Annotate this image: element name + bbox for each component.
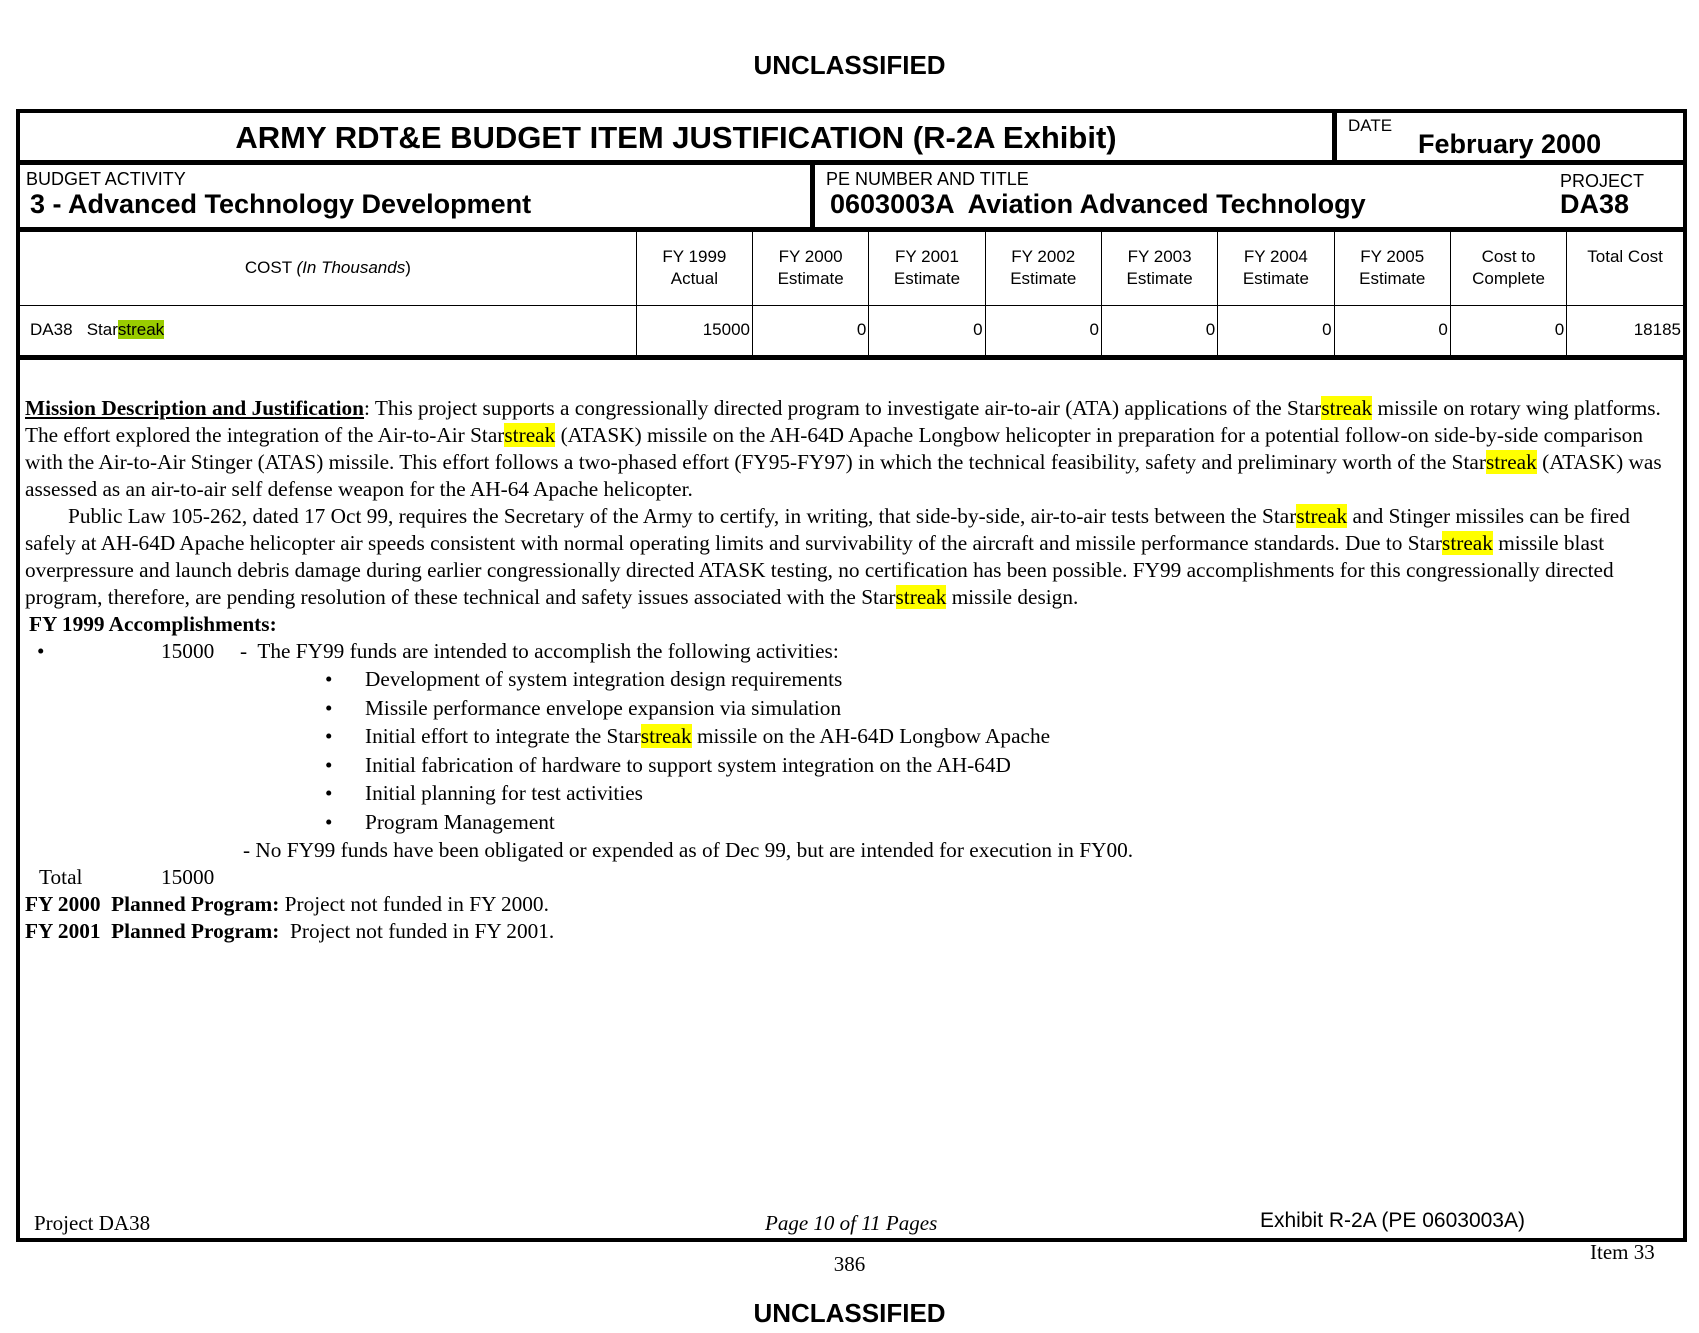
- footer-exhibit: Exhibit R-2A (PE 0603003A): [1260, 1209, 1525, 1232]
- pe-value: 0603003A Aviation Advanced Technology: [830, 189, 1366, 219]
- budget-activity-value: 3 - Advanced Technology Development: [30, 189, 532, 219]
- budget-activity-cell: [20, 165, 815, 227]
- bullet-icon: •: [325, 724, 333, 748]
- accomplishment-entry: [25, 638, 1680, 666]
- date-cell: [1342, 113, 1683, 160]
- search-highlight: streak: [117, 320, 165, 339]
- footer-project: Project DA38: [34, 1211, 151, 1235]
- classification-bottom: UNCLASSIFIED: [753, 1298, 946, 1328]
- column-header: FY 2002 Estimate: [985, 232, 1101, 305]
- column-header: FY 2005 Estimate: [1334, 232, 1450, 305]
- bullet-icon: •: [325, 695, 333, 720]
- document-body: [25, 395, 1680, 945]
- pe-label: PE NUMBER AND TITLE: [826, 169, 1029, 189]
- list-item: • Program Management: [325, 809, 555, 834]
- search-highlight: streak: [1296, 504, 1348, 528]
- cell-value: 0: [1450, 305, 1566, 357]
- accomplishment-amount: 15000: [161, 639, 215, 663]
- obligation-note: - No FY99 funds have been obligated or expended as of Dec 99, but are intended for execution in FY00.: [243, 838, 1134, 862]
- project-value: DA38: [1560, 189, 1630, 219]
- bullet-icon: •: [37, 639, 45, 663]
- column-header: FY 2000 Estimate: [753, 232, 869, 305]
- item-number: Item 33: [1590, 1240, 1655, 1264]
- accomplishment-intro: - The FY99 funds are intended to accomplish the following activities:: [240, 639, 839, 663]
- search-highlight: streak: [1442, 531, 1493, 555]
- cell-value: 15000: [636, 305, 752, 357]
- exhibit-title: ARMY RDT&E BUDGET ITEM JUSTIFICATION (R-2A Exhibit): [20, 113, 1337, 160]
- mission-paragraph-1: Mission Description and Justification: This project supports a congressionally directed program to investigate air-to-air (ATA) applications of the Starstreak missile on rotary wing platforms. The effort explored the integration of the Air-to-Air Starstreak (ATASK) missile on the AH-64D Apache Longbow helicopter in preparation for a potential follow-on side-by-side comparison with the Air-to-Air Stinger (ATAS) missile. This effort follows a two-phased effort (FY95-FY97) in which the technical feasibility, safety and preliminary worth of the Starstreak (ATASK) was assessed as an air-to-air self defense weapon for the AH-64 Apache helicopter.: [25, 396, 1662, 501]
- page-number: 386: [833, 1252, 866, 1276]
- cell-value: 0: [985, 305, 1101, 357]
- cell-value: 0: [1334, 305, 1450, 357]
- mission-paragraph-2: Public Law 105-262, dated 17 Oct 99, requires the Secretary of the Army to certify, in writing, that side-by-side, air-to-air tests between the Starstreak and Stinger missiles can be fired safely at AH-64D Apache helicopter air speeds consistent with normal operating limits and survivability of the aircraft and missile performance standards. Due to Starstreak missile blast overpressure and launch debris damage during earlier congressionally directed ATASK testing, no certification has been possible. FY99 accomplishments for this congressionally directed program, therefore, are pending resolution of these technical and safety issues associated with the Starstreak missile design.: [25, 504, 1630, 609]
- search-highlight: streak: [1321, 396, 1373, 420]
- list-item: • Development of system integration design requirements: [325, 667, 843, 691]
- planned-program-fy2000: FY 2000 Planned Program: Project not funded in FY 2000.: [25, 892, 549, 916]
- cell-value: 0: [1101, 305, 1217, 357]
- planned-program-fy2001: FY 2001 Planned Program: Project not funded in FY 2001.: [25, 919, 555, 943]
- title-row: [20, 113, 1683, 165]
- footer-page-count: Page 10 of 11 Pages: [765, 1211, 938, 1235]
- total-line: [25, 864, 1680, 891]
- list-item: • Initial fabrication of hardware to support system integration on the AH-64D: [325, 752, 1011, 777]
- list-item: • Missile performance envelope expansion via simulation: [325, 695, 842, 720]
- column-header: FY 2001 Estimate: [869, 232, 985, 305]
- pe-cell: [820, 165, 1683, 227]
- column-header: Total Cost: [1567, 232, 1683, 305]
- cell-value: 0: [1218, 305, 1334, 357]
- cost-label-header: COST (In Thousands): [20, 232, 636, 305]
- list-item: • Initial planning for test activities: [325, 781, 643, 805]
- column-header: FY 1999 Actual: [636, 232, 752, 305]
- cell-value: 0: [753, 305, 869, 357]
- bullet-icon: •: [325, 752, 333, 777]
- exhibit-frame: [16, 109, 1687, 1242]
- total-value: 15000: [161, 865, 215, 889]
- cost-table: [20, 232, 1683, 360]
- cost-table-header: [20, 232, 1683, 305]
- accomplishments-title: FY 1999 Accomplishments:: [29, 612, 277, 636]
- mission-heading: Mission Description and Justification: [25, 396, 365, 420]
- column-header: Cost to Complete: [1450, 232, 1566, 305]
- table-row: [20, 305, 1683, 357]
- cell-value: 0: [869, 305, 985, 357]
- budget-activity-label: BUDGET ACTIVITY: [26, 169, 186, 189]
- bullet-icon: •: [325, 667, 333, 691]
- row-label: DA38 Starstreak: [20, 305, 636, 357]
- bullet-icon: •: [325, 809, 333, 834]
- classification-top: UNCLASSIFIED: [753, 50, 946, 80]
- cell-value: 18185: [1567, 305, 1683, 357]
- project-label: PROJECT: [1560, 171, 1645, 191]
- search-highlight: streak: [895, 585, 947, 609]
- list-item: • Initial effort to integrate the Starstreak missile on the AH-64D Longbow Apache: [325, 724, 1051, 748]
- activity-list: [25, 666, 1680, 837]
- search-highlight: streak: [504, 423, 556, 447]
- search-highlight: streak: [640, 724, 692, 748]
- date-label: DATE: [1348, 116, 1393, 135]
- column-header: FY 2003 Estimate: [1101, 232, 1217, 305]
- date-value: February 2000: [1418, 129, 1602, 159]
- bullet-icon: •: [325, 781, 333, 805]
- budget-row: [20, 165, 1683, 232]
- search-highlight: streak: [1485, 450, 1537, 474]
- total-label: Total: [39, 865, 83, 889]
- column-header: FY 2004 Estimate: [1218, 232, 1334, 305]
